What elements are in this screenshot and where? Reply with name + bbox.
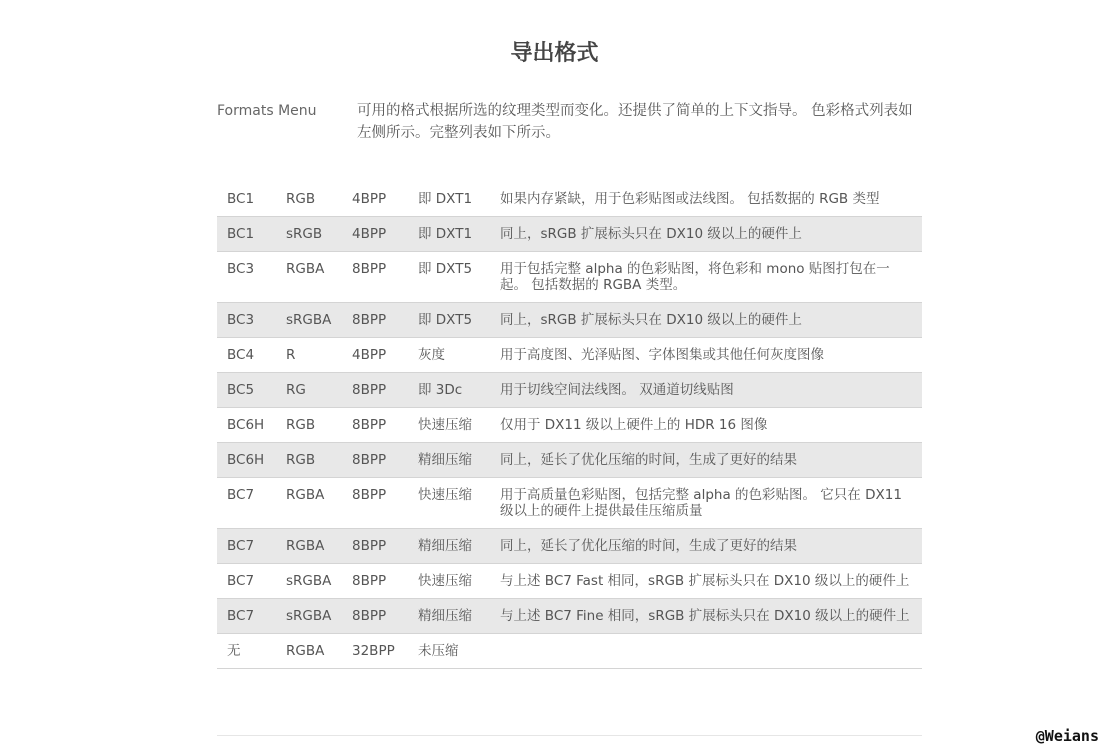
alias-cell: 精细压缩 — [408, 443, 490, 478]
table-row — [217, 338, 922, 373]
table-row — [217, 564, 922, 599]
description-cell: 同上，sRGB 扩展标头只在 DX10 级以上的硬件上 — [490, 217, 922, 252]
channels-cell: RG — [276, 373, 342, 408]
format-cell: BC3 — [217, 303, 276, 338]
description-cell: 同上，延长了优化压缩的时间，生成了更好的结果 — [490, 529, 922, 564]
format-cell: BC5 — [217, 373, 276, 408]
description-cell: 与上述 BC7 Fine 相同，sRGB 扩展标头只在 DX10 级以上的硬件上 — [490, 599, 922, 634]
channels-cell: RGB — [276, 408, 342, 443]
table-row — [217, 303, 922, 338]
watermark: @Weians — [1035, 727, 1099, 745]
description-cell: 仅用于 DX11 级以上硬件上的 HDR 16 图像 — [490, 408, 922, 443]
alias-cell: 灰度 — [408, 338, 490, 373]
channels-cell: RGBA — [276, 634, 342, 669]
channels-cell: sRGBA — [276, 303, 342, 338]
channels-cell: RGBA — [276, 252, 342, 303]
intro-section — [217, 100, 922, 144]
format-cell: 无 — [217, 634, 276, 669]
table-row — [217, 373, 922, 408]
description-cell: 用于包括完整 alpha 的色彩贴图，将色彩和 mono 贴图打包在一起。 包括数据的 RGBA 类型。 — [490, 252, 922, 303]
format-cell: BC6H — [217, 408, 276, 443]
format-cell: BC1 — [217, 217, 276, 252]
description-cell: 如果内存紧缺，用于色彩贴图或法线图。 包括数据的 RGB 类型 — [490, 182, 922, 217]
bpp-cell: 4BPP — [342, 217, 408, 252]
alias-cell: 精细压缩 — [408, 599, 490, 634]
alias-cell: 未压缩 — [408, 634, 490, 669]
channels-cell: RGB — [276, 182, 342, 217]
table-row — [217, 599, 922, 634]
format-cell: BC4 — [217, 338, 276, 373]
description-cell — [490, 634, 922, 669]
description-cell: 与上述 BC7 Fast 相同，sRGB 扩展标头只在 DX10 级以上的硬件上 — [490, 564, 922, 599]
divider — [217, 735, 922, 736]
bpp-cell: 8BPP — [342, 303, 408, 338]
description-cell: 用于高度图、光泽贴图、字体图集或其他任何灰度图像 — [490, 338, 922, 373]
alias-cell: 即 DXT1 — [408, 217, 490, 252]
alias-cell: 快速压缩 — [408, 564, 490, 599]
format-cell: BC7 — [217, 478, 276, 529]
alias-cell: 即 DXT1 — [408, 182, 490, 217]
formats-table — [217, 182, 922, 669]
channels-cell: R — [276, 338, 342, 373]
table-row — [217, 634, 922, 669]
bpp-cell: 4BPP — [342, 182, 408, 217]
bpp-cell: 4BPP — [342, 338, 408, 373]
bpp-cell: 32BPP — [342, 634, 408, 669]
description-cell: 同上，sRGB 扩展标头只在 DX10 级以上的硬件上 — [490, 303, 922, 338]
description-cell: 同上，延长了优化压缩的时间，生成了更好的结果 — [490, 443, 922, 478]
bpp-cell: 8BPP — [342, 408, 408, 443]
alias-cell: 快速压缩 — [408, 408, 490, 443]
bpp-cell: 8BPP — [342, 599, 408, 634]
table-row — [217, 182, 922, 217]
format-cell: BC7 — [217, 529, 276, 564]
table-row — [217, 529, 922, 564]
bpp-cell: 8BPP — [342, 478, 408, 529]
format-cell: BC1 — [217, 182, 276, 217]
channels-cell: sRGBA — [276, 564, 342, 599]
format-cell: BC3 — [217, 252, 276, 303]
alias-cell: 即 DXT5 — [408, 303, 490, 338]
format-cell: BC7 — [217, 564, 276, 599]
format-cell: BC6H — [217, 443, 276, 478]
table-row — [217, 252, 922, 303]
image-alt-text: Formats Menu — [217, 103, 317, 119]
bpp-cell: 8BPP — [342, 373, 408, 408]
table-row — [217, 443, 922, 478]
format-cell: BC7 — [217, 599, 276, 634]
channels-cell: RGBA — [276, 529, 342, 564]
bpp-cell: 8BPP — [342, 443, 408, 478]
alias-cell: 精细压缩 — [408, 529, 490, 564]
alias-cell: 快速压缩 — [408, 478, 490, 529]
table-row — [217, 408, 922, 443]
description-cell: 用于切线空间法线图。 双通道切线贴图 — [490, 373, 922, 408]
bpp-cell: 8BPP — [342, 252, 408, 303]
table-row — [217, 217, 922, 252]
channels-cell: RGB — [276, 443, 342, 478]
table-row — [217, 478, 922, 529]
channels-cell: sRGB — [276, 217, 342, 252]
formats-menu-image — [217, 100, 355, 144]
description-cell: 用于高质量色彩贴图，包括完整 alpha 的色彩贴图。 它只在 DX11 级以上的硬件上提供最佳压缩质量 — [490, 478, 922, 529]
channels-cell: sRGBA — [276, 599, 342, 634]
bpp-cell: 8BPP — [342, 529, 408, 564]
page-title: 导出格式 — [510, 41, 599, 66]
alias-cell: 即 DXT5 — [408, 252, 490, 303]
alias-cell: 即 3Dc — [408, 373, 490, 408]
channels-cell: RGBA — [276, 478, 342, 529]
bpp-cell: 8BPP — [342, 564, 408, 599]
intro-text: 可用的格式根据所选的纹理类型而变化。还提供了简单的上下文指导。 色彩格式列表如左侧所示。完整列表如下所示。 — [357, 103, 913, 141]
